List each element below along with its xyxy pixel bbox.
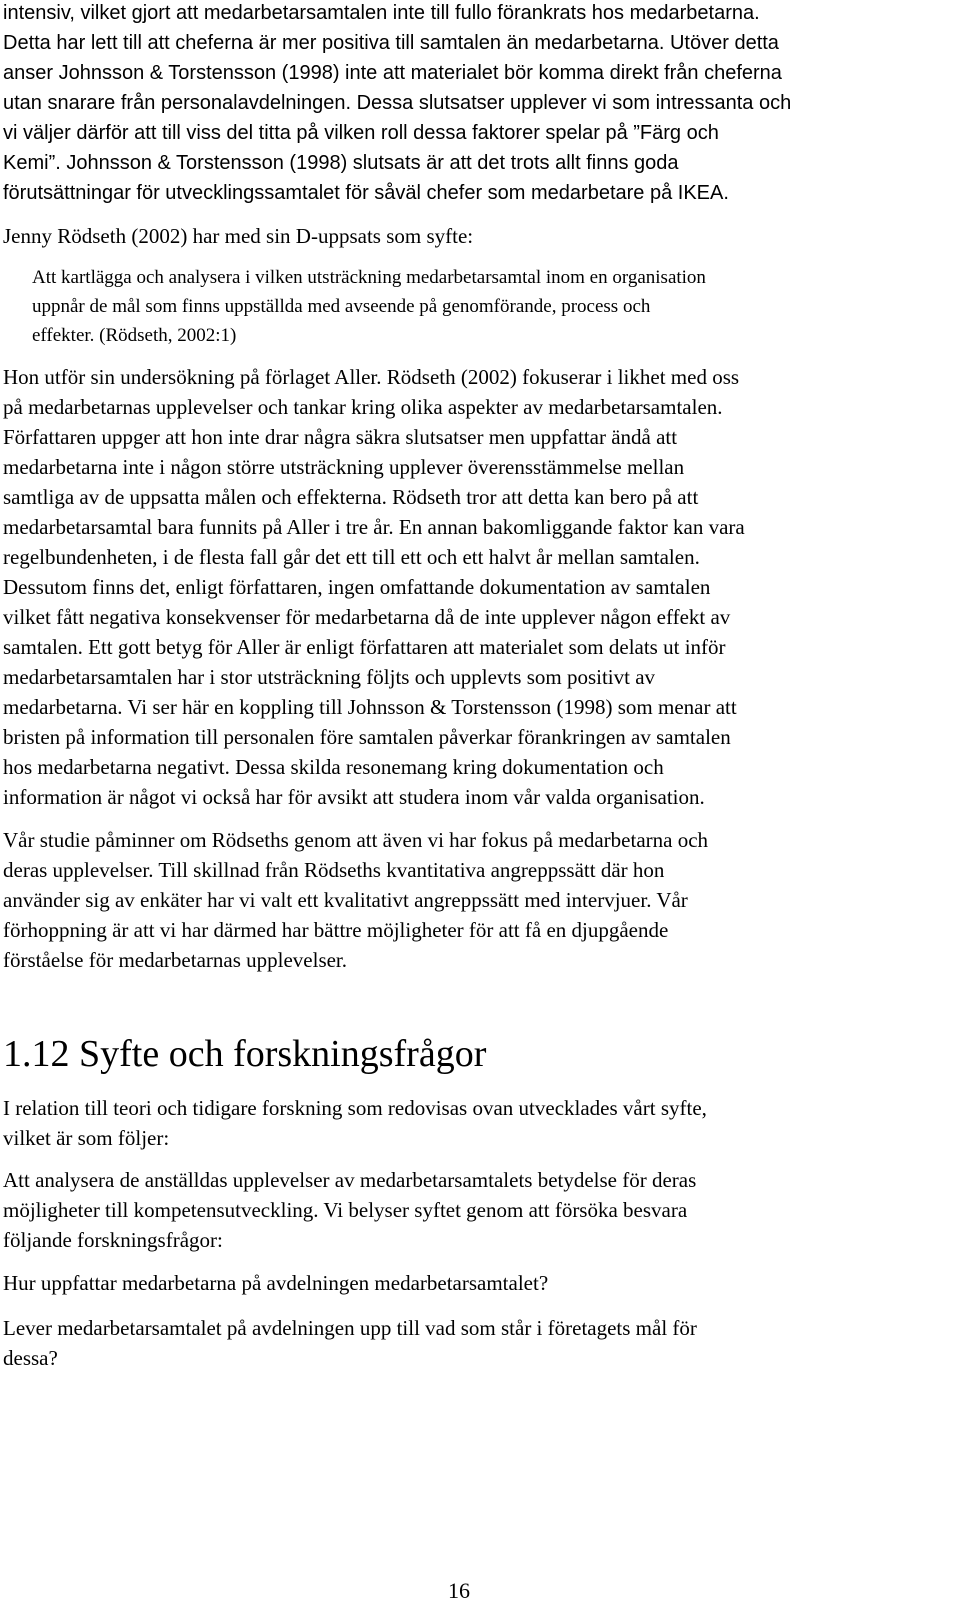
paragraph-purpose bbox=[3, 1165, 943, 1255]
text-line: samtalen. Ett gott betyg för Aller är enligt författaren att materialet som delats ut inför bbox=[3, 635, 726, 659]
paragraph-section-intro bbox=[3, 1093, 943, 1153]
text-line: Hur uppfattar medarbetarna på avdelningen medarbetarsamtalet? bbox=[3, 1271, 549, 1295]
research-question-2 bbox=[3, 1313, 943, 1373]
text-line: Hon utför sin undersökning på förlaget Aller. Rödseth (2002) fokuserar i likhet med oss bbox=[3, 365, 740, 389]
text-line: Dessutom finns det, enligt författaren, ingen omfattande dokumentation av samtalen bbox=[3, 575, 711, 599]
text-line: möjligheter till kompetensutveckling. Vi belyser syftet genom att försöka besvara bbox=[3, 1198, 688, 1222]
paragraph-intro bbox=[3, 0, 943, 208]
quote-line: Att kartlägga och analysera i vilken utsträckning medarbetarsamtal inom en organisation bbox=[32, 267, 706, 288]
text-line: utan snarare från personalavdelningen. Dessa slutsatser upplever vi som intressanta och bbox=[3, 92, 792, 114]
text-line: förhoppning är att vi har därmed har bättre möjligheter för att få en djupgående bbox=[3, 918, 669, 942]
quote-line: uppnår de mål som finns uppställda med avseende på genomförande, process och bbox=[32, 296, 651, 317]
text-line: Vår studie påminner om Rödseths genom att även vi har fokus på medarbetarna och bbox=[3, 828, 709, 852]
text-line: information är något vi också har för avsikt att studera inom vår valda organisation. bbox=[3, 785, 705, 809]
text-line: medarbetarna inte i någon större utsträckning upplever överensstämmelse mellan bbox=[3, 455, 685, 479]
text-line: medarbetarsamtal bara funnits på Aller i tre år. En annan bakomliggande faktor kan vara bbox=[3, 515, 745, 539]
text-line: intensiv, vilket gjort att medarbetarsamtalen inte till fullo förankrats hos medarbetarna. bbox=[3, 2, 760, 24]
text-line: vilket är som följer: bbox=[3, 1126, 170, 1150]
text-line: Lever medarbetarsamtalet på avdelningen upp till vad som står i företagets mål för bbox=[3, 1316, 697, 1340]
text-line: anser Johnsson & Torstensson (1998) inte att materialet bör komma direkt från cheferna bbox=[3, 62, 782, 84]
research-question-1 bbox=[3, 1268, 943, 1298]
text-line: Jenny Rödseth (2002) har med sin D-uppsats som syfte: bbox=[3, 224, 474, 248]
text-line: I relation till teori och tidigare forskning som redovisas ovan utvecklades vårt syfte, bbox=[3, 1096, 707, 1120]
text-line: använder sig av enkäter har vi valt ett kvalitativt angreppssätt med intervjuer. Vår bbox=[3, 888, 688, 912]
text-line: Att analysera de anställdas upplevelser av medarbetarsamtalets betydelse för deras bbox=[3, 1168, 697, 1192]
text-line: vi väljer därför att till viss del titta på vilken roll dessa faktorer spelar på ”Färg och bbox=[3, 122, 719, 144]
text-line: följande forskningsfrågor: bbox=[3, 1228, 223, 1252]
block-quote bbox=[32, 263, 932, 350]
text-line: vilket fått negativa konsekvenser för medarbetarna då de inte upplever någon effekt av bbox=[3, 605, 731, 629]
text-line: dessa? bbox=[3, 1346, 58, 1370]
paragraph-rodseth-findings bbox=[3, 362, 943, 812]
quote-line: effekter. (Rödseth, 2002:1) bbox=[32, 325, 237, 346]
text-line: deras upplevelser. Till skillnad från Rödseths kvantitativa angreppssätt där hon bbox=[3, 858, 665, 882]
text-line: medarbetarsamtalen har i stor utsträckning följts och upplevts som positivt av bbox=[3, 665, 656, 689]
text-line: hos medarbetarna negativt. Dessa skilda resonemang kring dokumentation och bbox=[3, 755, 664, 779]
text-line: bristen på information till personalen före samtalen påverkar förankringen av samtalen bbox=[3, 725, 731, 749]
text-line: regelbundenheten, i de flesta fall går det ett till ett och ett halvt år mellan samtalen. bbox=[3, 545, 700, 569]
text-line: Kemi”. Johnsson & Torstensson (1998) slutsats är att det trots allt finns goda bbox=[3, 152, 679, 174]
paragraph-our-study bbox=[3, 825, 943, 975]
text-line: samtliga av de uppsatta målen och effekterna. Rödseth tror att detta kan bero på att bbox=[3, 485, 699, 509]
section-heading: 1.12 Syfte och forskningsfrågor bbox=[3, 1033, 487, 1075]
text-line: medarbetarna. Vi ser här en koppling till Johnsson & Torstensson (1998) som menar att bbox=[3, 695, 737, 719]
page-number: 16 bbox=[448, 1578, 470, 1603]
text-line: förutsättningar för utvecklingssamtalet för såväl chefer som medarbetare på IKEA. bbox=[3, 182, 729, 204]
text-line: Författaren uppger att hon inte drar några säkra slutsatser men uppfattar ändå att bbox=[3, 425, 678, 449]
text-line: förståelse för medarbetarnas upplevelser. bbox=[3, 948, 348, 972]
text-line: på medarbetarnas upplevelser och tankar kring olika aspekter av medarbetarsamtalen. bbox=[3, 395, 723, 419]
text-line: Detta har lett till att cheferna är mer positiva till samtalen än medarbetarna. Utöver detta bbox=[3, 32, 779, 54]
paragraph-rodseth-intro bbox=[3, 221, 943, 251]
